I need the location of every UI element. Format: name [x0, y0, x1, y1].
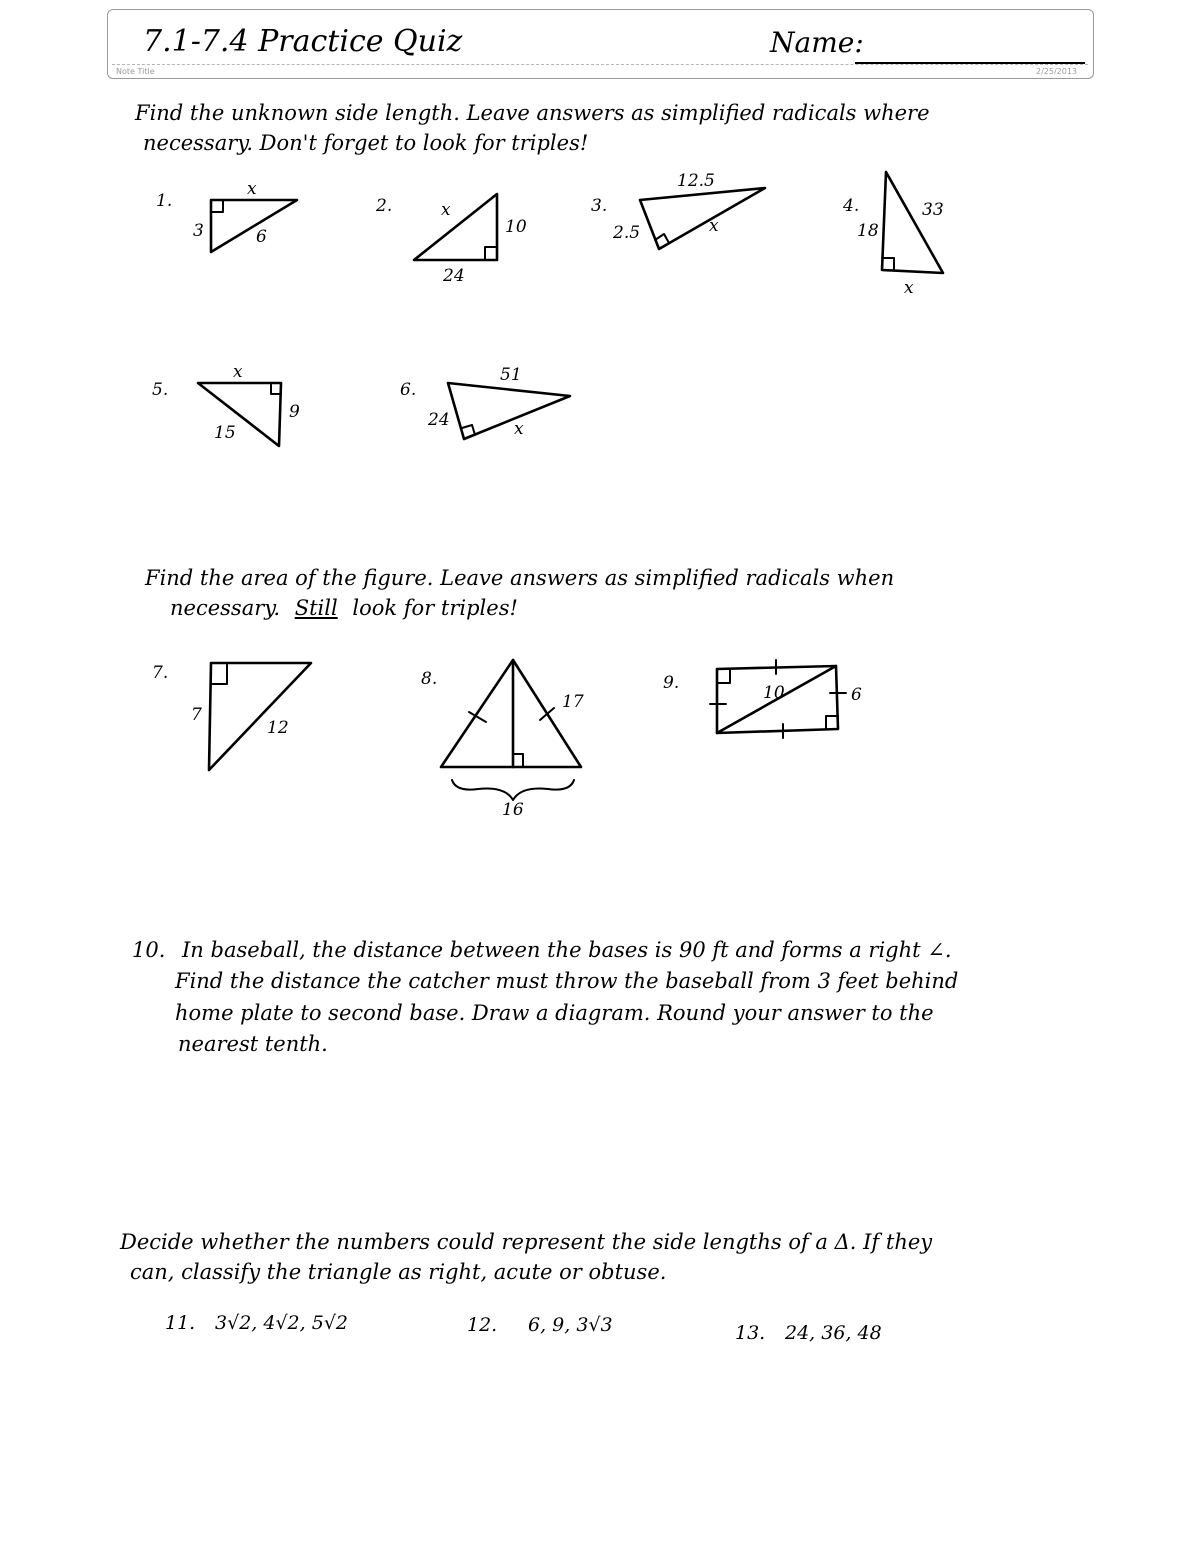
p3-left-label: 2.5	[613, 223, 641, 243]
triangle-8	[441, 660, 581, 800]
triangle-1	[211, 200, 297, 252]
p9-right-label: 6	[851, 685, 862, 705]
problem6-number: 6.	[400, 380, 417, 400]
triangle-3	[640, 188, 765, 249]
p5-top-label: x	[233, 362, 243, 382]
p6-left-label: 24	[428, 410, 450, 430]
problem10-line4: nearest tenth.	[178, 1032, 328, 1056]
p7-hyp-label: 12	[267, 718, 289, 738]
section2-instruction-line1: Find the area of the figure. Leave answers as simplified radicals when	[145, 566, 895, 590]
p6-top-label: 51	[500, 365, 522, 385]
problem10-line1: In baseball, the distance between the bases is 90 ft and forms a right ∠.	[182, 938, 952, 962]
section3-instruction-line1: Decide whether the numbers could represent the side lengths of a Δ. If they	[120, 1230, 933, 1254]
section3-instruction-line2: can, classify the triangle as right, acute or obtuse.	[130, 1260, 667, 1284]
instruction-prefix: necessary.	[170, 596, 281, 620]
p2-bottom-label: 24	[443, 266, 465, 286]
problem10-number: 10.	[132, 938, 166, 962]
p5-hyp-label: 15	[214, 423, 236, 443]
triangle-7	[209, 663, 311, 770]
p1-hyp-label: 6	[256, 227, 267, 247]
problem10-line2: Find the distance the catcher must throw the baseball from 3 feet behind	[175, 969, 959, 993]
section1-instruction-line2: necessary. Don't forget to look for triples!	[143, 131, 589, 155]
p4-bottom-label: x	[904, 278, 914, 298]
triangle-4	[882, 172, 943, 273]
p3-top-label: 12.5	[677, 171, 715, 191]
triangle-5	[198, 383, 281, 446]
p1-top-label: x	[247, 179, 257, 199]
p6-leg-label: x	[514, 419, 524, 439]
problem10-line3: home plate to second base. Draw a diagram. Round your answer to the	[175, 1001, 934, 1025]
problem3-number: 3.	[591, 196, 608, 216]
page-title: 7.1-7.4 Practice Quiz	[143, 24, 463, 59]
problem1-number: 1.	[156, 191, 173, 211]
p2-hyp-label: x	[441, 200, 451, 220]
instruction-suffix: look for triples!	[352, 596, 518, 620]
p5-right-label: 9	[289, 402, 300, 422]
problem11-text: 3√2, 4√2, 5√2	[215, 1312, 349, 1334]
p9-diagonal-label: 10	[763, 683, 785, 703]
p3-leg-label: x	[709, 216, 719, 236]
header-date: 2/25/2013	[1036, 67, 1078, 76]
p4-hyp-label: 33	[922, 200, 944, 220]
p8-side-label: 17	[562, 692, 584, 712]
problem12-number: 12.	[467, 1314, 498, 1336]
p1-left-label: 3	[193, 221, 204, 241]
problem13-text: 24, 36, 48	[785, 1322, 882, 1344]
problem7-number: 7.	[152, 663, 169, 683]
problem13-number: 13.	[735, 1322, 766, 1344]
problem5-number: 5.	[152, 380, 169, 400]
p8-base-label: 16	[502, 800, 524, 820]
note-title-label: Note Title	[116, 67, 155, 76]
problem12-text: 6, 9, 3√3	[528, 1314, 613, 1336]
p2-right-label: 10	[505, 217, 527, 237]
triangle-2	[414, 194, 497, 260]
problem11-number: 11.	[165, 1312, 196, 1334]
problem9-number: 9.	[663, 673, 680, 693]
name-label: Name:	[770, 26, 864, 59]
p4-left-label: 18	[857, 221, 879, 241]
section1-instruction-line1: Find the unknown side length. Leave answers as simplified radicals where	[135, 101, 930, 125]
triangle-6	[448, 383, 570, 439]
problem2-number: 2.	[376, 196, 393, 216]
p7-left-label: 7	[191, 705, 202, 725]
instruction-emphasis: Still	[294, 596, 338, 620]
problem4-number: 4.	[843, 196, 860, 216]
problem8-number: 8.	[421, 669, 438, 689]
